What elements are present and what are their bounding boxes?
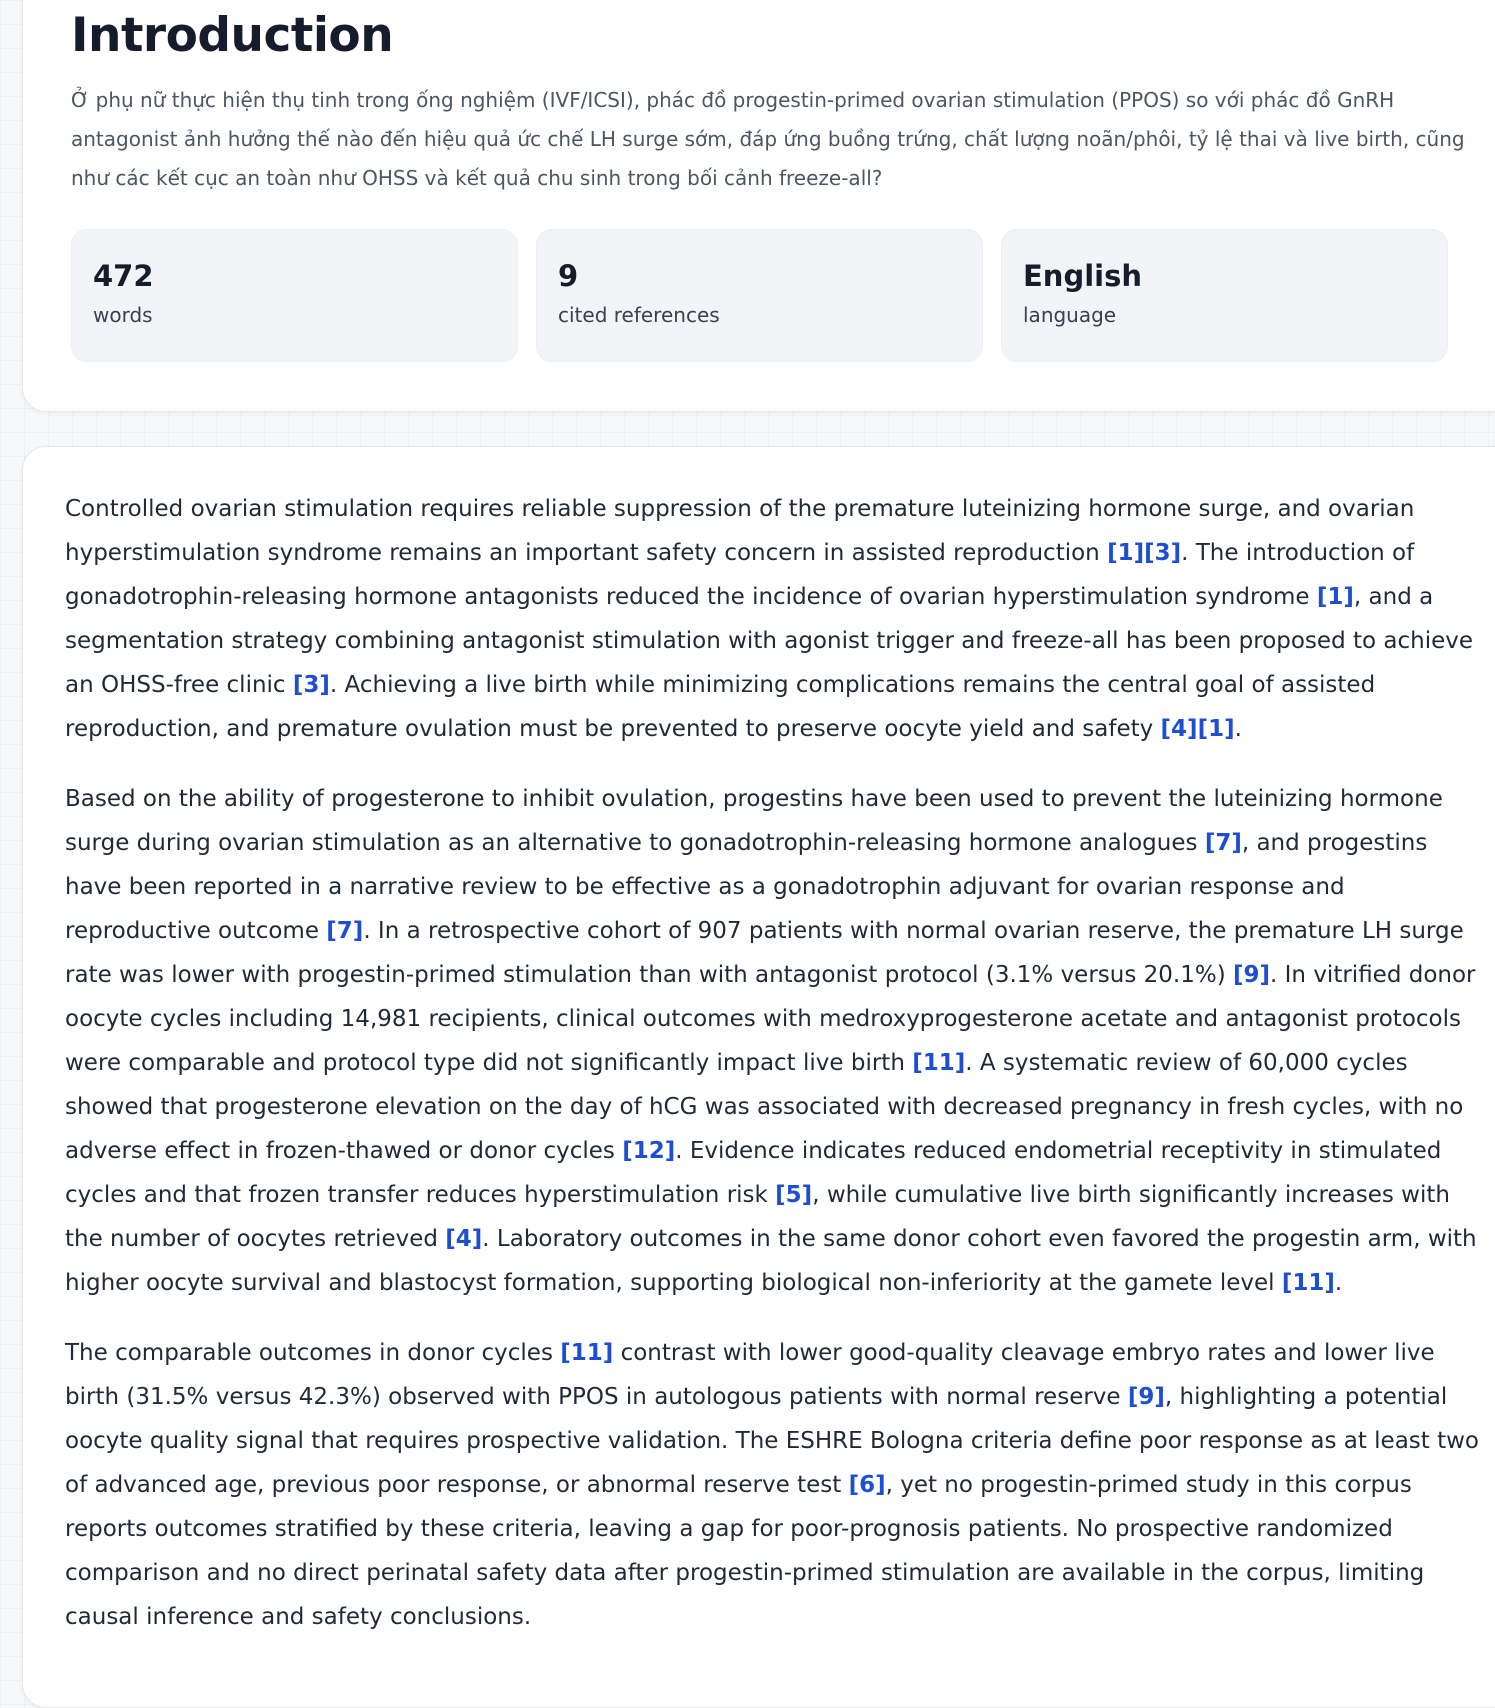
paragraph-text: . The introduction of gonadotrophin-releasing hormone antagonists reduced the incidence of ovarian hyperstimulation syndrome — [65, 540, 1415, 610]
stat-label: words — [93, 303, 153, 327]
page-title: Introduction — [71, 8, 394, 63]
citation-link[interactable]: [5] — [775, 1182, 813, 1208]
summary-card — [22, 0, 1495, 412]
stat-label: cited references — [558, 303, 720, 327]
citation-link[interactable]: [9] — [1127, 1384, 1165, 1410]
paragraph-text: , while cumulative live birth significantly increases with the number of oocytes retrieved — [65, 1182, 1450, 1252]
paragraph-text: . Evidence indicates reduced endometrial receptivity in stimulated cycles and that frozen transfer reduces hyperstimulation risk — [65, 1138, 1442, 1208]
paragraph-text: . Achieving a live birth while minimizing complications remains the central goal of assisted reproduction, and premature ovulation must be prevented to preserve oocyte yield and safety — [65, 672, 1376, 742]
stat-value: 472 — [93, 259, 154, 293]
stat-value: English — [1023, 259, 1143, 293]
paragraph-text: . Laboratory outcomes in the same donor cohort even favored the progestin arm, with higher oocyte survival and blastocyst formation, supporting biological non-inferiority at the gamete level — [65, 1226, 1477, 1296]
paragraph-text: . — [1234, 716, 1242, 742]
paragraph-2 — [65, 777, 1485, 1305]
paragraph-text: , and progestins have been reported in a narrative review to be effective as a gonadotrophin adjuvant for ovarian response and reproductive outcome — [65, 830, 1428, 944]
stat-label: language — [1023, 303, 1117, 327]
paragraph-text: , and a segmentation strategy combining antagonist stimulation with agonist trigger and freeze-all has been proposed to achieve an OHSS-free clinic — [65, 584, 1473, 698]
paragraph-text: contrast with lower good-quality cleavage embryo rates and lower live birth (31.5% versus 42.3%) observed with PPOS in autologous patients with normal reserve — [65, 1340, 1435, 1410]
stat-card-references — [536, 229, 983, 362]
paragraph-text: , highlighting a potential oocyte quality signal that requires prospective validation. The ESHRE Bologna criteria define poor response as at least two of advanced age, previous poor response, or abnormal reserve test — [65, 1384, 1480, 1498]
paragraph-3 — [65, 1331, 1485, 1639]
citation-link[interactable]: [3] — [1144, 540, 1182, 566]
paragraph-text: . In vitrified donor oocyte cycles including 14,981 recipients, clinical outcomes with medroxyprogesterone acetate and antagonist protocols were comparable and protocol type did not significantly impact live birth — [65, 962, 1476, 1076]
paragraph-text: Based on the ability of progesterone to inhibit ovulation, progestins have been used to prevent the luteinizing hormone surge during ovarian stimulation as an alternative to gonadotrophin-releasing hormone analogues — [65, 786, 1443, 856]
citation-link[interactable]: [11] — [912, 1050, 966, 1076]
citation-link[interactable]: [9] — [1233, 962, 1271, 988]
citation-link[interactable]: [1] — [1107, 540, 1145, 566]
paragraph-text: , yet no progestin-primed study in this corpus reports outcomes stratified by these criteria, leaving a gap for poor-prognosis patients. No prospective randomized comparison and no direct perinatal safety data after progestin-primed stimulation are available in the corpus, limiting causal inference and safety conclusions. — [65, 1472, 1425, 1630]
citation-link[interactable]: [1] — [1197, 716, 1235, 742]
citation-link[interactable]: [11] — [560, 1340, 614, 1366]
citation-link[interactable]: [1] — [1316, 584, 1354, 610]
stat-card-words — [71, 229, 518, 362]
paragraph-1 — [65, 487, 1485, 751]
citation-link[interactable]: [3] — [292, 672, 330, 698]
stats-row — [71, 229, 1448, 362]
citation-link[interactable]: [7] — [326, 918, 364, 944]
citation-link[interactable]: [6] — [848, 1472, 886, 1498]
paragraph-text: . — [1334, 1270, 1343, 1296]
paragraph-text: Controlled ovarian stimulation requires reliable suppression of the premature luteinizing hormone surge, and ovarian hyperstimulation syndrome remains an important safety concern in assisted reproduction — [65, 496, 1415, 566]
citation-link[interactable]: [12] — [622, 1138, 676, 1164]
citation-link[interactable]: [7] — [1204, 830, 1242, 856]
introduction-body-card — [22, 446, 1495, 1708]
research-question: Ở phụ nữ thực hiện thụ tinh trong ống nghiệm (IVF/ICSI), phác đồ progestin-primed ovarian stimulation (PPOS) so với phác đồ GnRH antagonist ảnh hưởng thế nào đến hiệu quả ức chế LH surge sớm, đáp ứng buồng trứng, chất lượng noãn/phôi, tỷ lệ thai và live birth, cũng như các kết cục an toàn như OHSS và kết quả chu sinh trong bối cảnh freeze-all? — [71, 88, 1465, 190]
introduction-text — [65, 487, 1485, 1665]
stat-value: 9 — [558, 259, 579, 293]
paragraph-text: The comparable outcomes in donor cycles — [65, 1340, 561, 1366]
paragraph-text: . A systematic review of 60,000 cycles showed that progesterone elevation on the day of hCG was associated with decreased pregnancy in fresh cycles, with no adverse effect in frozen-thawed or donor cycles — [65, 1050, 1464, 1164]
citation-link[interactable]: [11] — [1281, 1270, 1335, 1296]
citation-link[interactable]: [4] — [1160, 716, 1198, 742]
citation-link[interactable]: [4] — [445, 1226, 483, 1252]
stat-card-language — [1001, 229, 1448, 362]
paragraph-text: . In a retrospective cohort of 907 patients with normal ovarian reserve, the premature LH surge rate was lower with progestin-primed stimulation than with antagonist protocol (3.1% versus 20.1%) — [65, 918, 1464, 988]
